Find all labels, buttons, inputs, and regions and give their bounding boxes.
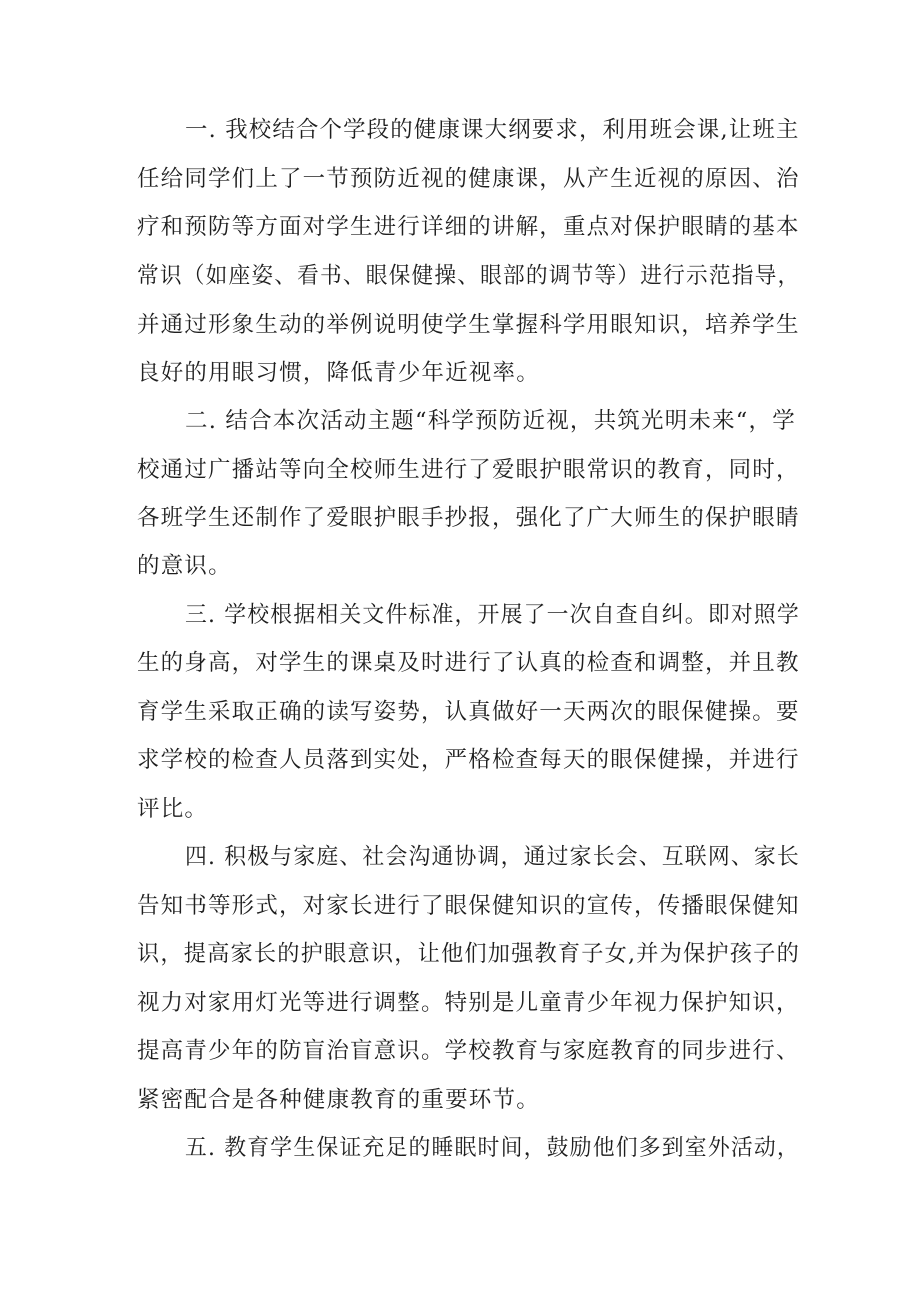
para-4-line-4: 视力对家用灯光等进行调整。特别是儿童青少年视力保护知识， [137, 990, 800, 1016]
para-4-line-6: 紧密配合是各种健康教育的重要环节。 [137, 1087, 540, 1113]
para-1-line-5: 并通过形象生动的举例说明使学生掌握科学用眼知识，培养学生 [137, 312, 800, 338]
para-1-line-3: 疗和预防等方面对学生进行详细的讲解，重点对保护眼睛的基本 [137, 214, 800, 240]
para-4-line-1: 四. 积极与家庭、社会沟通协调，通过家长会、互联网、家长 [185, 844, 800, 870]
para-3-line-5: 评比。 [137, 796, 209, 822]
para-4-line-2: 告知书等形式，对家长进行了眼保健知识的宣传，传播眼保健知 [137, 893, 800, 919]
para-2-line-3: 各班学生还制作了爱眼护眼手抄报，强化了广大师生的保护眼睛 [137, 505, 800, 531]
para-1-line-1: 一. 我校结合个学段的健康课大纲要求，利用班会课,让班主 [185, 117, 800, 143]
para-2-line-2: 校通过广播站等向全校师生进行了爱眼护眼常识的教育，同时， [137, 457, 800, 483]
para-3-line-4: 求学校的检查人员落到实处，严格检查每天的眼保健操，并进行 [137, 747, 800, 773]
para-5-line-1: 五. 教育学生保证充足的睡眠时间，鼓励他们多到室外活动， [185, 1135, 800, 1161]
para-1-line-4: 常识（如座姿、看书、眼保健操、眼部的调节等）进行示范指导， [137, 263, 801, 289]
para-1-line-2: 任给同学们上了一节预防近视的健康课，从产生近视的原因、治 [137, 166, 800, 192]
para-3-line-2: 生的身高，对学生的课桌及时进行了认真的检查和调整，并且教 [137, 650, 800, 676]
para-1-line-6: 良好的用眼习惯，降低青少年近视率。 [137, 360, 540, 386]
para-2-line-4: 的意识。 [137, 553, 232, 579]
para-4-line-3: 识，提高家长的护眼意识，让他们加强教育子女,并为保护孩子的 [137, 941, 800, 967]
para-3-line-3: 育学生采取正确的读写姿势，认真做好一天两次的眼保健操。要 [137, 699, 800, 725]
para-3-line-1: 三. 学校根据相关文件标准，开展了一次自查自纠。即对照学 [185, 602, 800, 628]
para-2-line-1: 二. 结合本次活动主题“科学预防近视，共筑光明未来“，学 [185, 408, 796, 434]
para-4-line-5: 提高青少年的防盲治盲意识。学校教育与家庭教育的同步进行、 [137, 1038, 800, 1064]
